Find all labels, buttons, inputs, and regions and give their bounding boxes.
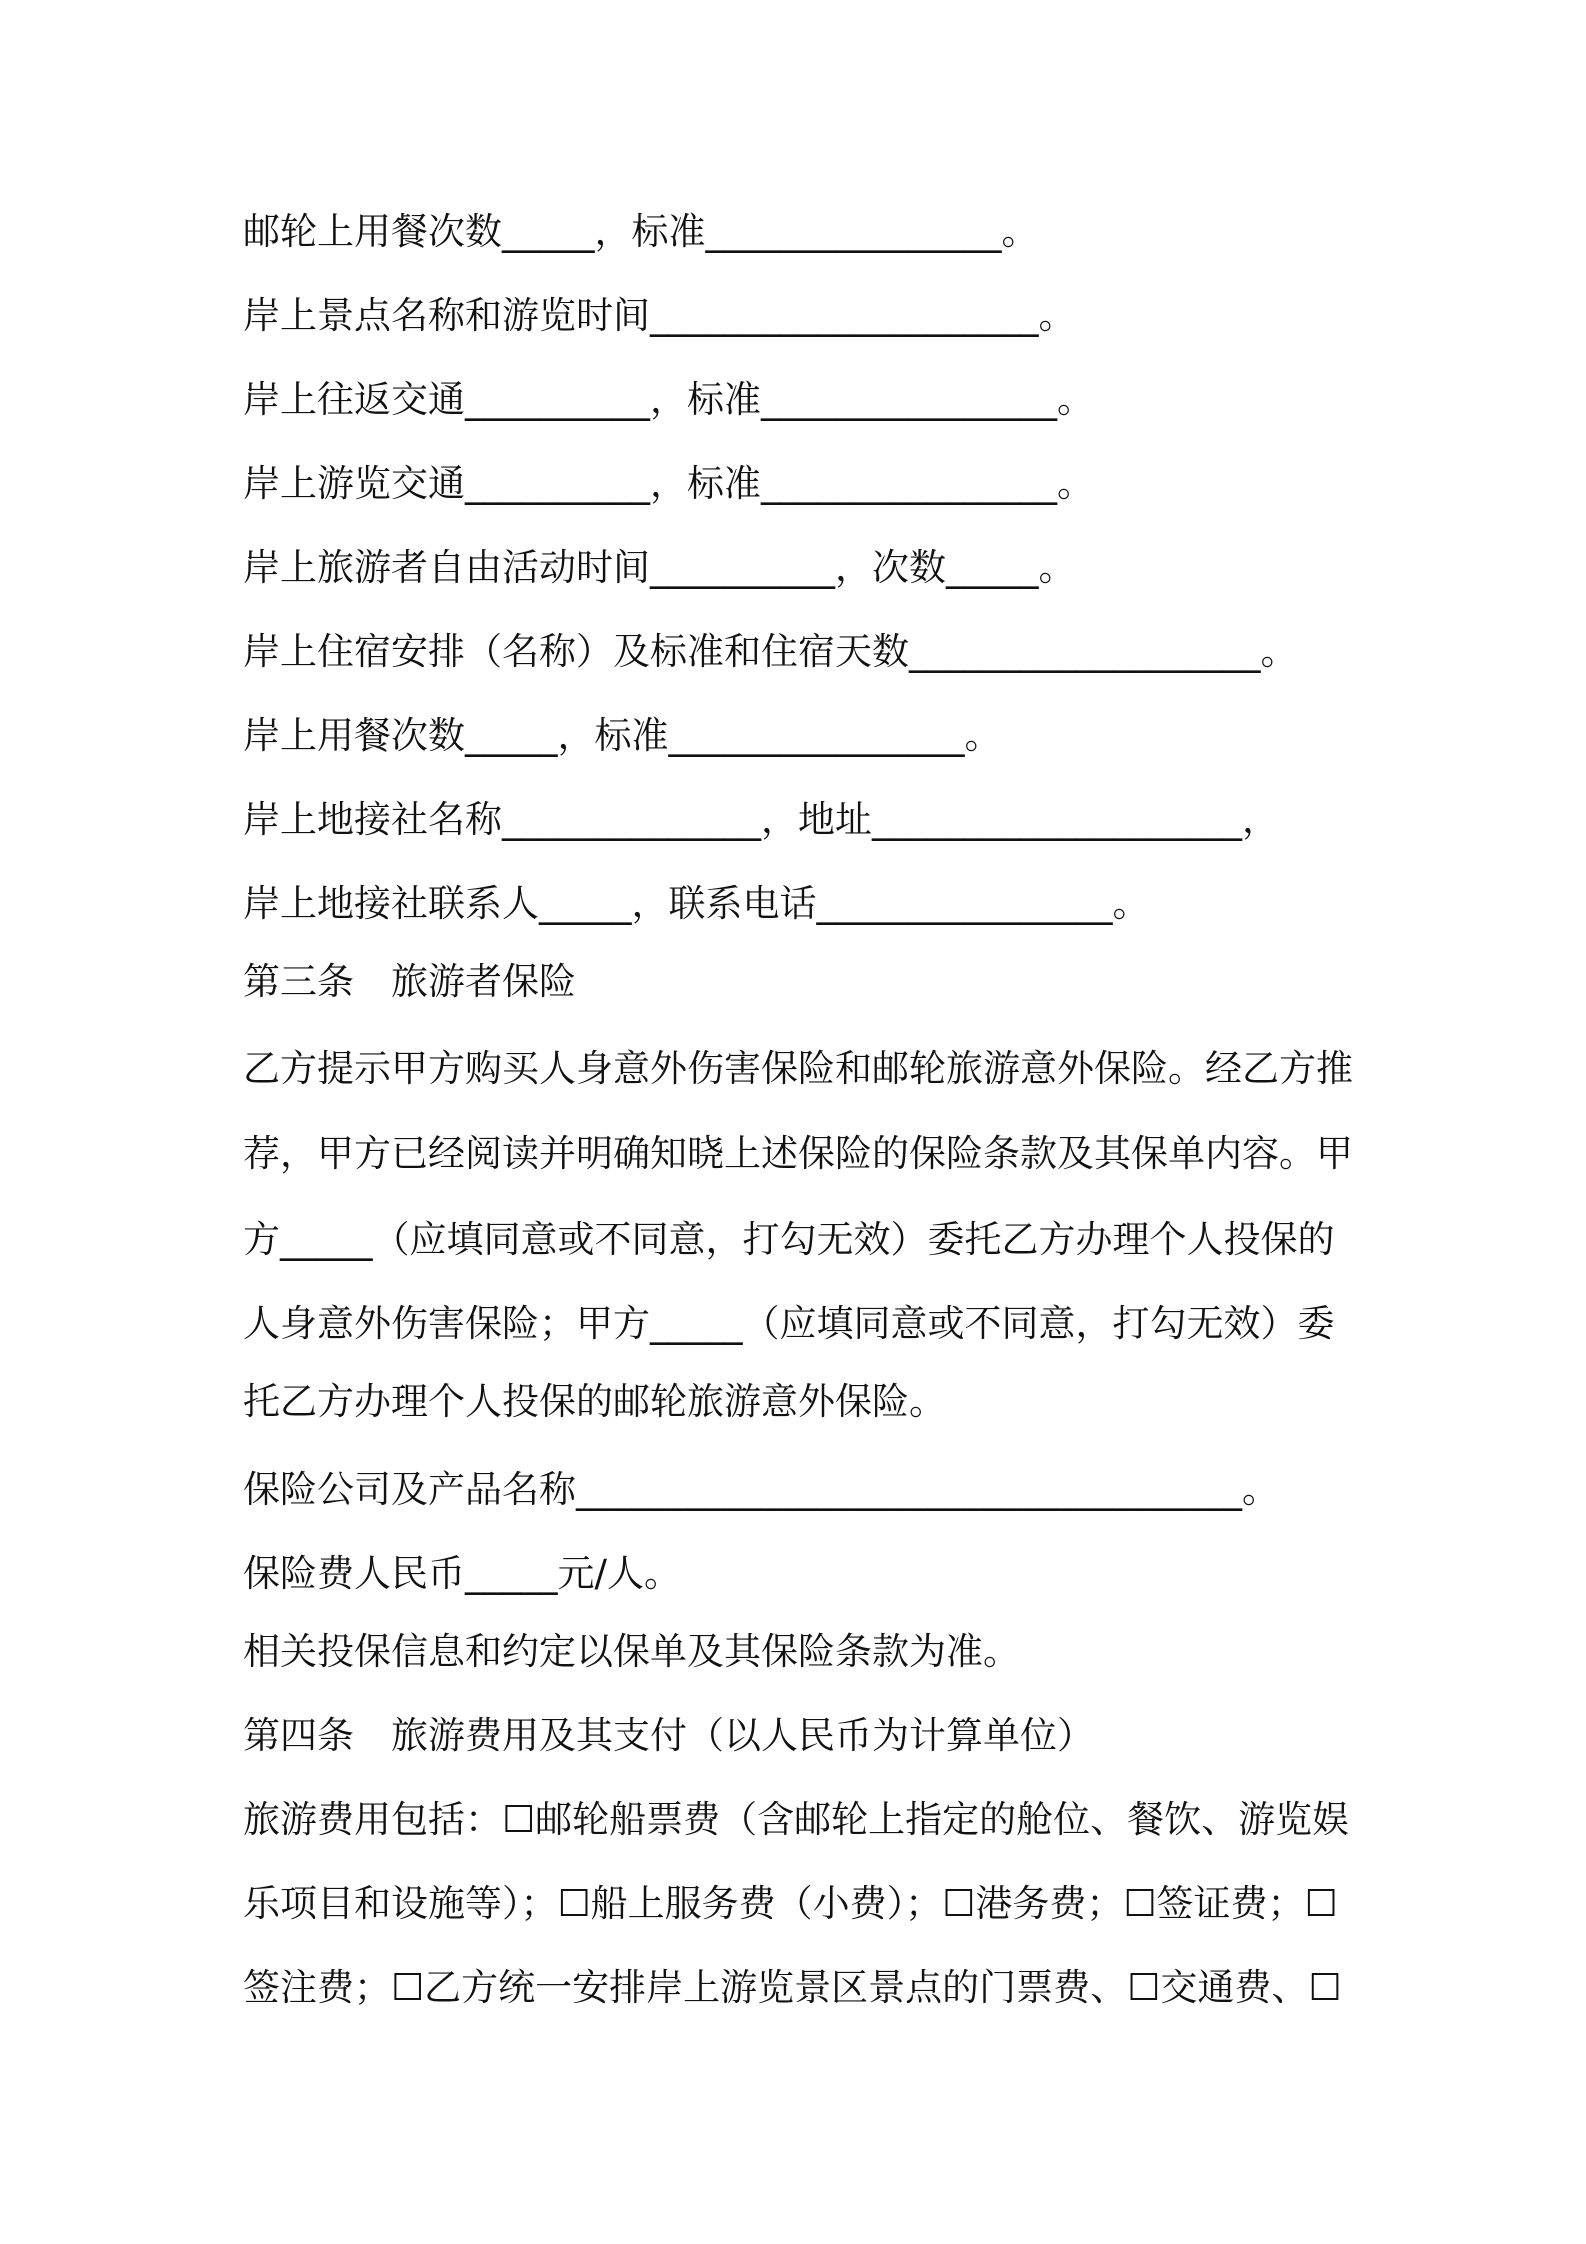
text-line-insurance-fee: 保险费人民币_____元/人。 xyxy=(243,1552,681,1595)
text-line-insurance-note: 相关投保信息和约定以保单及其保险条款为准。 xyxy=(243,1630,1020,1673)
text-line-shore-round-trip-transport: 岸上往返交通__________，标准________________。 xyxy=(243,378,1094,421)
paragraph-line: 人身意外伤害保险；甲方_____（应填同意或不同意，打勾无效）委 xyxy=(243,1302,1335,1345)
text-line-shore-accommodation: 岸上住宿安排（名称）及标准和住宿天数___________________。 xyxy=(243,630,1298,673)
paragraph-line: 乐项目和设施等）；☐船上服务费（小费）；☐港务费；☐签证费；☐ xyxy=(243,1882,1338,1925)
paragraph-line: 签注费；☐乙方统一安排岸上游览景区景点的门票费、☐交通费、☐ xyxy=(243,1966,1342,2009)
text-line-shore-free-time: 岸上旅游者自由活动时间__________，次数_____。 xyxy=(243,546,1076,589)
paragraph-line: 荐，甲方已经阅读并明确知晓上述保险的保险条款及其保单内容。甲 xyxy=(243,1132,1353,1175)
paragraph-line: 乙方提示甲方购买人身意外伤害保险和邮轮旅游意外保险。经乙方推 xyxy=(243,1047,1353,1090)
text-line-insurance-company: 保险公司及产品名称____________________________________。 xyxy=(243,1468,1279,1511)
paragraph-line: 旅游费用包括：☐邮轮船票费（含邮轮上指定的舱位、餐饮、游览娱 xyxy=(243,1798,1350,1841)
text-line-local-agency-contact: 岸上地接社联系人_____，联系电话________________。 xyxy=(243,882,1150,925)
text-line-shore-attractions: 岸上景点名称和游览时间_____________________。 xyxy=(243,294,1076,337)
text-line-local-agency: 岸上地接社名称______________，地址____________________， xyxy=(243,798,1279,841)
text-line-cruise-meals: 邮轮上用餐次数_____，标准________________。 xyxy=(243,210,1039,253)
section-heading-article-4: 第四条 旅游费用及其支付（以人民币为计算单位） xyxy=(243,1714,1094,1757)
section-heading-article-3: 第三条 旅游者保险 xyxy=(243,960,576,1003)
text-line-shore-sightseeing-transport: 岸上游览交通__________，标准________________。 xyxy=(243,462,1094,505)
paragraph-line: 托乙方办理个人投保的邮轮旅游意外保险。 xyxy=(243,1380,946,1423)
text-line-shore-meals: 岸上用餐次数_____，标准________________。 xyxy=(243,714,1002,757)
paragraph-line: 方_____（应填同意或不同意，打勾无效）委托乙方办理个人投保的 xyxy=(243,1218,1335,1261)
